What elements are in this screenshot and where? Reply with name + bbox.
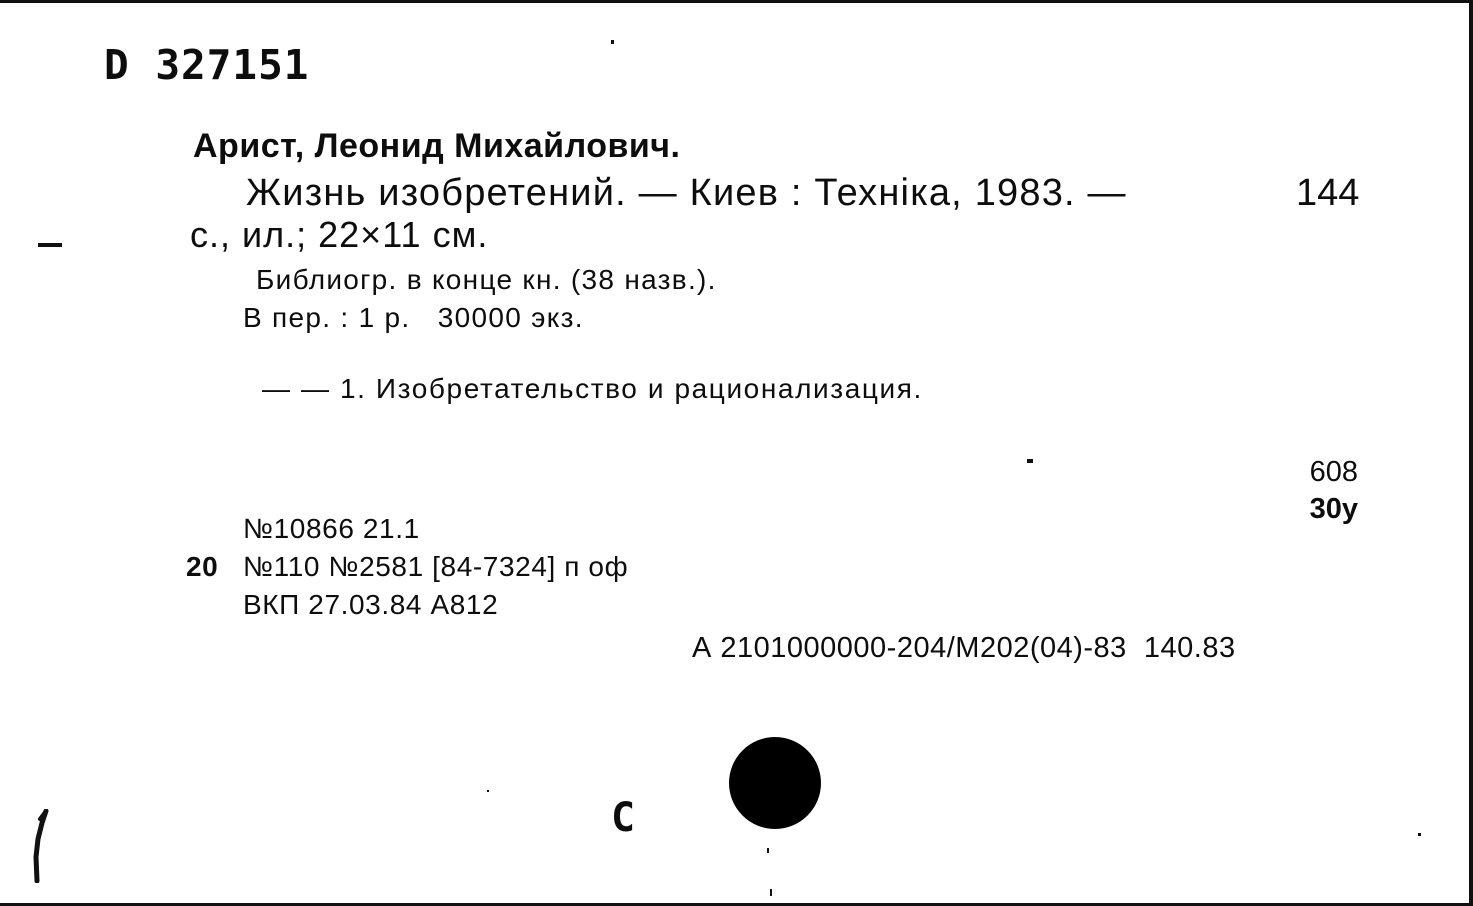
ink-speck — [770, 889, 772, 896]
margin-dash — [38, 243, 62, 247]
print-line-3: ВКП 27.03.84 А812 — [243, 589, 499, 620]
handwritten-one-mark — [31, 809, 51, 883]
title-line-2: с., ил.; 22×11 см. — [190, 214, 489, 255]
class-code-1: 608 — [1309, 456, 1358, 488]
isbn-code: А 2101000000-204/М202(04)-83 140.83 — [692, 632, 1236, 664]
bottom-letter: С — [611, 795, 636, 841]
class-code-2: 30у — [1309, 493, 1358, 525]
ink-speck — [1027, 459, 1033, 463]
print-line-1: №10866 21.1 — [243, 513, 420, 544]
title-line-1: Жизнь изобретений. — Киев : Техніка, 1983. — — [246, 172, 1127, 214]
print-number: 20 — [186, 551, 219, 582]
print-line-2: №110 №2581 [84-7324] п оф — [243, 551, 629, 582]
ink-speck — [767, 848, 769, 853]
ink-speck — [487, 790, 489, 792]
punch-hole — [729, 737, 821, 829]
call-number: D 327151 — [104, 41, 310, 89]
bibliography-note: Библиогр. в конце кн. (38 назв.). — [256, 264, 717, 295]
author-name: Арист, Леонид Михайлович. — [193, 127, 681, 165]
subject-heading: — — 1. Изобретательство и рационализация. — [262, 373, 923, 404]
ink-speck — [611, 40, 614, 44]
price-note: В пер. : 1 р. 30000 экз. — [243, 302, 584, 333]
title-pages: 144 — [1296, 172, 1360, 214]
ink-speck — [1418, 833, 1421, 836]
